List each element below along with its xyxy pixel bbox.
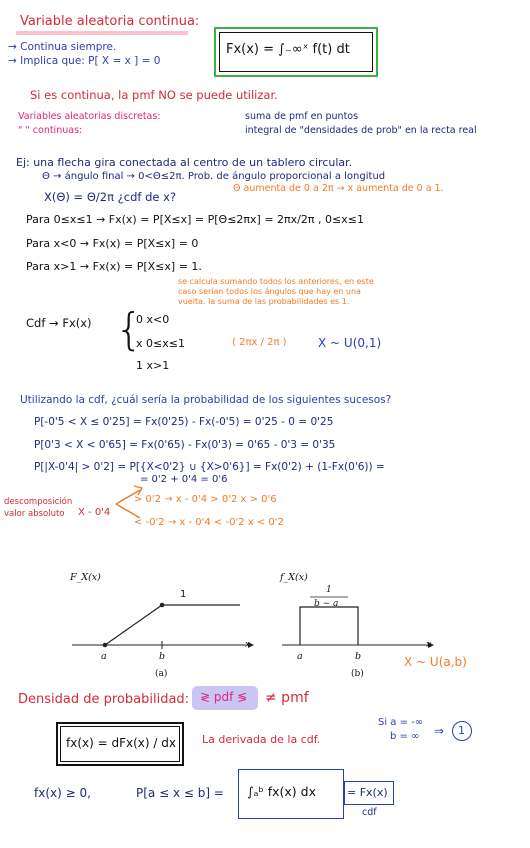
cdf-equals-box [344,781,394,805]
title-underline [16,31,188,35]
cdf-fraction-note: ( 2πx / 2π ) [232,337,287,348]
cdf-definition-box [214,27,378,77]
decomp-label-1: descomposición [4,497,73,507]
caption-b: (b) [351,669,364,679]
cdf-label: Cdf → Fx(x) [26,316,92,330]
prob-3: P[|X-0'4| > 0'2] = P[{X<0'2} ∪ {X>0'6}] = Fx(0'2) + (1-Fx(0'6)) = [34,461,385,473]
frac-bottom: b − a [314,599,339,609]
left-x-label: x [245,639,251,650]
integral-box [238,769,344,819]
compare-continuous-desc: integral de "densidades de prob" en la recta real [245,125,477,136]
cdf-definition-formula: Fx(x) = ∫₋∞ˣ f(t) dt [226,42,350,57]
density-title: Densidad de probabilidad: [18,692,190,707]
circled-one: 1 [452,721,472,741]
cdf-ramp [105,605,162,645]
derivative-box [56,722,184,766]
branch-top: > 0'2 → x - 0'4 > 0'2 x > 0'6 [134,494,277,505]
case-above-1: Para x>1 → Fx(x) = P[X≤x] = 1. [26,260,202,273]
left-b: b [159,651,166,662]
compare-discrete-desc: suma de pmf en puntos [245,111,359,122]
compare-discrete-label: Variables aleatorias discretas: [18,111,161,122]
case-note-1: se calcula sumando todos los anteriores, en este [178,277,374,286]
example-note: Θ aumenta de 0 a 2π → x aumenta de 0 a 1. [233,183,444,194]
right-b: b [355,651,362,662]
right-a: a [297,651,303,662]
implies-arrow: ⇒ [434,724,445,738]
cdf-word: cdf [362,807,377,818]
neq-pmf: ≠ pmf [265,690,309,706]
cdf-row-1: x 0≤x≤1 [136,337,185,350]
integral-formula: ∫ₐᵇ fx(x) dx [247,784,316,799]
limit-a: Si a = -∞ [378,717,424,728]
cdf-row-2: 1 x>1 [136,359,170,372]
bullet-continua: → Continua siempre. [8,41,117,53]
eq-cdf: = Fx(x) [347,786,388,799]
pdf-rectangle [300,607,358,645]
pdf-label: ≷ pdf ≶ [200,690,248,704]
case-note-2: caso serían todos los ángulos que hay en una [178,287,361,296]
derivative-formula: fx(x) = dFx(x) / dx [66,736,176,750]
prob-2: P[0'3 < X < 0'65] = Fx(0'65) - Fx(0'3) = 0'65 - 0'3 = 0'35 [34,439,336,451]
case-note-3: vuelta. la suma de las probabilidades es 1. [178,297,350,306]
cdf-row-0: 0 x<0 [136,313,170,326]
example-theta: Θ → ángulo final → 0<Θ≤2π. Prob. de ángulo proporcional a longitud [42,171,386,182]
prob-3-result: = 0'2 + 0'4 = 0'6 [140,474,228,485]
pdf-highlight [192,686,258,710]
pmf-warning: Si es continua, la pmf NO se puede utilizar. [30,88,278,102]
case-0-to-1: Para 0≤x≤1 → Fx(x) = P[X≤x] = P[Θ≤2πx] = 2πx/2π , 0≤x≤1 [26,213,364,226]
label-one: 1 [180,589,187,600]
decomp-expr: X - 0'4 [78,507,111,518]
right-x-label: x [426,639,432,650]
nonneg: fx(x) ≥ 0, [34,786,91,800]
derivative-note: La derivada de la cdf. [202,733,321,746]
example-intro: Ej: una flecha gira conectada al centro de un tablero circular. [16,156,353,169]
decomp-label-2: valor absoluto [4,509,65,519]
caption-a: (a) [155,669,168,679]
example-xdef: X(Θ) = Θ/2π ¿cdf de x? [44,190,177,204]
limit-b: b = ∞ [390,731,420,742]
compare-continuous-label: " " continuas: [18,125,83,136]
frac-top: 1 [326,585,332,595]
usage-question: Utilizando la cdf, ¿cuál sería la probabilidad de los siguientes sucesos? [20,394,392,406]
cdf-brace: { [115,304,143,355]
right-ylabel: f_X(x) [280,572,308,583]
branch-bottom: < -0'2 → x - 0'4 < -0'2 x < 0'2 [134,517,284,528]
bullet-implica: → Implica que: P[ X = x ] = 0 [8,55,161,67]
page-title: Variable aleatoria continua: [20,14,200,29]
prob-interval: P[a ≤ x ≤ b] = [136,786,224,800]
prob-1: P[-0'5 < X ≤ 0'25] = Fx(0'25) - Fx(-0'5) = 0'25 - 0 = 0'25 [34,416,334,428]
case-below-0: Para x<0 → Fx(x) = P[X≤x] = 0 [26,237,199,250]
uniform-01: X ~ U(0,1) [318,336,382,350]
left-ylabel: F_X(x) [70,572,101,583]
uniform-ab: X ~ U(a,b) [404,655,467,669]
left-a: a [101,651,107,662]
